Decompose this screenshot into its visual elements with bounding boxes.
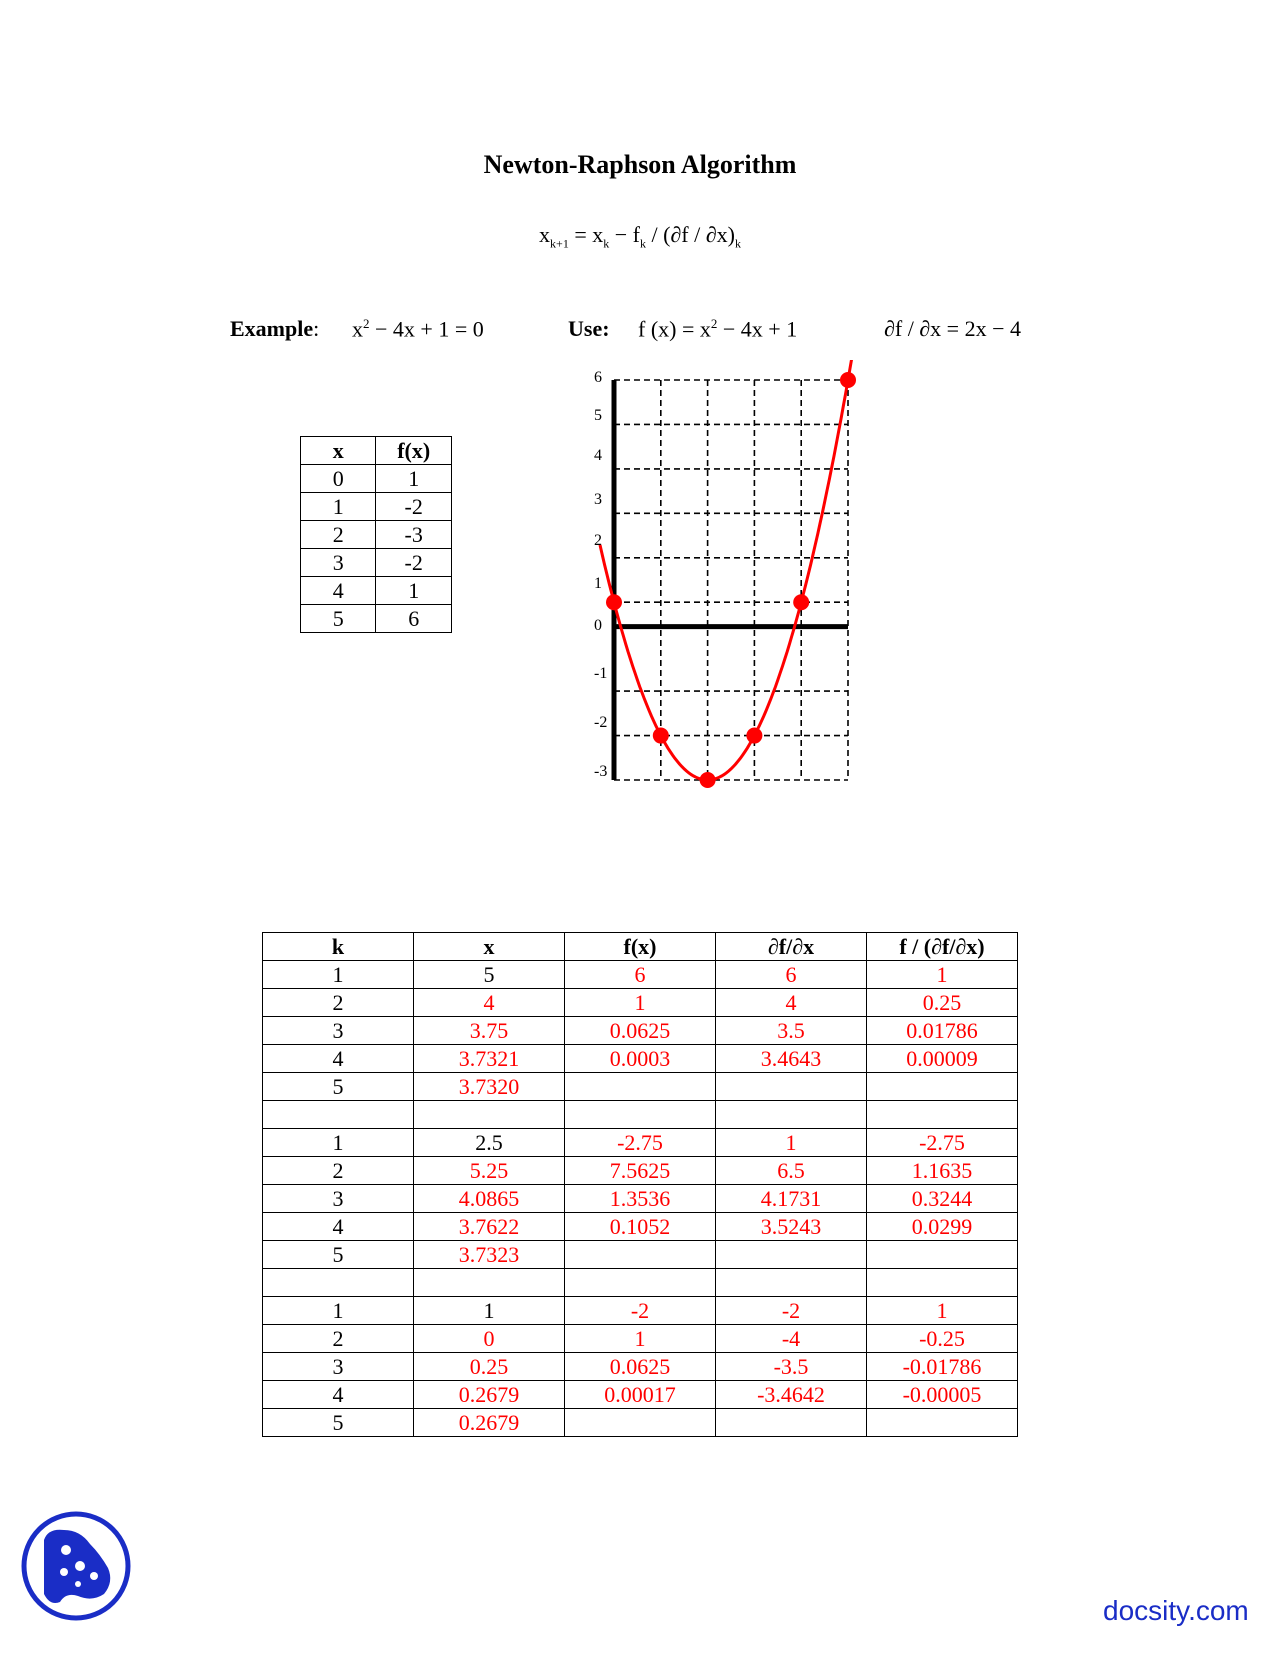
formula-eq: = x bbox=[568, 222, 604, 247]
cell-k: 2 bbox=[263, 1325, 414, 1353]
cell-ratio: 0.25 bbox=[867, 989, 1018, 1017]
cell-ratio: -0.01786 bbox=[867, 1353, 1018, 1381]
cell-fx: 0.0003 bbox=[565, 1045, 716, 1073]
cell-derivative: 6 bbox=[716, 961, 867, 989]
data-points bbox=[606, 372, 856, 788]
y-tick-label: 2 bbox=[594, 532, 602, 549]
cell-derivative: 4.1731 bbox=[716, 1185, 867, 1213]
y-tick-label: 3 bbox=[594, 491, 602, 508]
y-tick-label: -1 bbox=[594, 665, 608, 682]
cell-k: 4 bbox=[263, 1381, 414, 1409]
example-eq-right: − 4x + 1 = 0 bbox=[369, 316, 484, 342]
cell-derivative: 6.5 bbox=[716, 1157, 867, 1185]
formula-sub-k2: k bbox=[639, 236, 646, 251]
table-row bbox=[263, 961, 1018, 989]
cell-fx: 0.0625 bbox=[565, 1353, 716, 1381]
cell-k: 2 bbox=[263, 1157, 414, 1185]
table-row bbox=[263, 1325, 1018, 1353]
table-row bbox=[263, 1381, 1018, 1409]
formula-sub-kplus1: k+1 bbox=[550, 236, 569, 251]
cell-x: 4 bbox=[414, 989, 565, 1017]
cell-fx: -2 bbox=[376, 493, 452, 521]
use-label-text: Use: bbox=[568, 316, 610, 341]
cell-fx: -2 bbox=[565, 1297, 716, 1325]
spacer-row bbox=[263, 1269, 1018, 1297]
cell-k: 1 bbox=[263, 1129, 414, 1157]
cell-ratio: 0.0299 bbox=[867, 1213, 1018, 1241]
cell-k: 3 bbox=[263, 1353, 414, 1381]
cell-x: 5 bbox=[301, 605, 376, 633]
example-colon: : bbox=[313, 316, 320, 341]
cell-derivative bbox=[716, 1409, 867, 1437]
table-row bbox=[301, 577, 452, 605]
header-x: x bbox=[414, 933, 565, 961]
cell-derivative: -4 bbox=[716, 1325, 867, 1353]
empty-cell bbox=[263, 1269, 414, 1297]
cell-ratio bbox=[867, 1241, 1018, 1269]
cell-k: 3 bbox=[263, 1017, 414, 1045]
cell-x: 1 bbox=[414, 1297, 565, 1325]
header-fx: f(x) bbox=[376, 437, 452, 465]
cell-derivative: 3.5 bbox=[716, 1017, 867, 1045]
cell-x: 5.25 bbox=[414, 1157, 565, 1185]
empty-cell bbox=[414, 1269, 565, 1297]
cell-derivative bbox=[716, 1073, 867, 1101]
cell-derivative: 1 bbox=[716, 1129, 867, 1157]
cell-ratio: 1.1635 bbox=[867, 1157, 1018, 1185]
cell-fx bbox=[565, 1073, 716, 1101]
cell-k: 5 bbox=[263, 1073, 414, 1101]
spacer-row bbox=[263, 1101, 1018, 1129]
formula-minus: − f bbox=[609, 222, 640, 247]
cell-fx: 1 bbox=[376, 465, 452, 493]
parabola-curve bbox=[600, 360, 855, 780]
cell-x: 3.75 bbox=[414, 1017, 565, 1045]
y-axis-tick-labels bbox=[594, 369, 607, 780]
iteration-table bbox=[262, 932, 1018, 1437]
table-row bbox=[263, 1073, 1018, 1101]
y-tick-label: 6 bbox=[594, 369, 602, 386]
example-line bbox=[0, 316, 1280, 350]
formula-x: x bbox=[539, 222, 551, 247]
data-point bbox=[840, 372, 856, 388]
values-table-header bbox=[301, 437, 452, 465]
cell-x: 3.7320 bbox=[414, 1073, 565, 1101]
empty-cell bbox=[565, 1269, 716, 1297]
example-eq-left: x bbox=[352, 316, 363, 342]
cell-ratio: 0.01786 bbox=[867, 1017, 1018, 1045]
cell-fx: 0.0625 bbox=[565, 1017, 716, 1045]
cell-derivative: -3.4642 bbox=[716, 1381, 867, 1409]
table-row bbox=[301, 493, 452, 521]
header-fx: f(x) bbox=[565, 933, 716, 961]
table-row bbox=[263, 1241, 1018, 1269]
cell-x: 3.7622 bbox=[414, 1213, 565, 1241]
derivative-definition: ∂f / ∂x = 2x − 4 bbox=[884, 316, 1021, 341]
table-row bbox=[263, 1409, 1018, 1437]
empty-cell bbox=[263, 1101, 414, 1129]
iteration-table-header bbox=[263, 933, 1018, 961]
cell-ratio: 0.00009 bbox=[867, 1045, 1018, 1073]
y-tick-label: -3 bbox=[594, 763, 608, 780]
cell-derivative: -3.5 bbox=[716, 1353, 867, 1381]
data-point bbox=[606, 594, 622, 610]
cell-k: 1 bbox=[263, 1297, 414, 1325]
cell-ratio: -2.75 bbox=[867, 1129, 1018, 1157]
table-row bbox=[263, 1185, 1018, 1213]
function-definition bbox=[638, 316, 797, 342]
cell-x: 4.0865 bbox=[414, 1185, 565, 1213]
header-derivative: ∂f/∂x bbox=[716, 933, 867, 961]
chart-axes bbox=[614, 380, 848, 780]
cell-k: 5 bbox=[263, 1409, 414, 1437]
cell-x: 2.5 bbox=[414, 1129, 565, 1157]
cell-fx: 6 bbox=[565, 961, 716, 989]
empty-cell bbox=[867, 1269, 1018, 1297]
use-label bbox=[568, 316, 610, 342]
cell-x: 3.7323 bbox=[414, 1241, 565, 1269]
cell-ratio: 1 bbox=[867, 961, 1018, 989]
cell-k: 1 bbox=[263, 961, 414, 989]
cell-ratio: 0.3244 bbox=[867, 1185, 1018, 1213]
y-tick-label: 5 bbox=[594, 407, 602, 424]
formula-sub-k1: k bbox=[603, 236, 610, 251]
values-table bbox=[300, 436, 452, 633]
table-row bbox=[263, 1353, 1018, 1381]
cell-fx bbox=[565, 1241, 716, 1269]
table-row bbox=[263, 1129, 1018, 1157]
cell-k: 4 bbox=[263, 1213, 414, 1241]
newton-raphson-formula bbox=[0, 222, 1280, 251]
cell-x: 3.7321 bbox=[414, 1045, 565, 1073]
docsity-brand-link[interactable]: docsity.com bbox=[1103, 1595, 1249, 1626]
cell-derivative: 3.4643 bbox=[716, 1045, 867, 1073]
cell-fx: -2 bbox=[376, 549, 452, 577]
table-row bbox=[301, 549, 452, 577]
function-right: − 4x + 1 bbox=[717, 316, 798, 342]
table-row bbox=[263, 1297, 1018, 1325]
table-row bbox=[301, 605, 452, 633]
cell-derivative: -2 bbox=[716, 1297, 867, 1325]
cell-fx: 7.5625 bbox=[565, 1157, 716, 1185]
cell-ratio: 1 bbox=[867, 1297, 1018, 1325]
cell-k: 2 bbox=[263, 989, 414, 1017]
function-sup: 2 bbox=[710, 316, 718, 331]
cell-x: 0.25 bbox=[414, 1353, 565, 1381]
cell-derivative: 4 bbox=[716, 989, 867, 1017]
cell-ratio: -0.00005 bbox=[867, 1381, 1018, 1409]
table-row bbox=[263, 1157, 1018, 1185]
cell-k: 4 bbox=[263, 1045, 414, 1073]
table-row bbox=[301, 465, 452, 493]
cell-fx: 1 bbox=[565, 1325, 716, 1353]
cell-ratio: -0.25 bbox=[867, 1325, 1018, 1353]
cell-fx: 0.00017 bbox=[565, 1381, 716, 1409]
data-point bbox=[746, 728, 762, 744]
table-row bbox=[263, 989, 1018, 1017]
y-tick-label: 1 bbox=[594, 575, 602, 592]
chart-grid bbox=[614, 380, 848, 780]
cell-fx: -2.75 bbox=[565, 1129, 716, 1157]
y-tick-label: 0 bbox=[594, 617, 602, 634]
example-eq-sup: 2 bbox=[363, 316, 370, 331]
table-row bbox=[263, 1045, 1018, 1073]
cell-fx: 0.1052 bbox=[565, 1213, 716, 1241]
cell-x: 3 bbox=[301, 549, 376, 577]
cell-fx: 1.3536 bbox=[565, 1185, 716, 1213]
data-point bbox=[793, 594, 809, 610]
example-label-text: Example bbox=[230, 316, 314, 341]
empty-cell bbox=[867, 1101, 1018, 1129]
cell-x: 1 bbox=[301, 493, 376, 521]
cell-x: 0.2679 bbox=[414, 1381, 565, 1409]
cell-derivative bbox=[716, 1241, 867, 1269]
table-row bbox=[301, 521, 452, 549]
example-equation bbox=[352, 316, 484, 342]
cell-fx bbox=[565, 1409, 716, 1437]
y-tick-label: -2 bbox=[594, 714, 608, 731]
cell-k: 3 bbox=[263, 1185, 414, 1213]
cell-x: 0 bbox=[414, 1325, 565, 1353]
cell-x: 4 bbox=[301, 577, 376, 605]
table-row bbox=[263, 1213, 1018, 1241]
cell-fx: 1 bbox=[565, 989, 716, 1017]
cell-fx: 1 bbox=[376, 577, 452, 605]
cell-x: 5 bbox=[414, 961, 565, 989]
parabola-chart bbox=[590, 360, 920, 845]
empty-cell bbox=[716, 1101, 867, 1129]
empty-cell bbox=[716, 1269, 867, 1297]
cell-k: 5 bbox=[263, 1241, 414, 1269]
header-ratio: f / (∂f/∂x) bbox=[867, 933, 1018, 961]
empty-cell bbox=[414, 1101, 565, 1129]
header-k: k bbox=[263, 933, 414, 961]
y-tick-label: 4 bbox=[594, 447, 602, 464]
docsity-logo-icon bbox=[20, 1510, 132, 1622]
cell-derivative: 3.5243 bbox=[716, 1213, 867, 1241]
cell-x: 0.2679 bbox=[414, 1409, 565, 1437]
cell-x: 0 bbox=[301, 465, 376, 493]
cell-ratio bbox=[867, 1073, 1018, 1101]
formula-sub-k3: k bbox=[734, 236, 741, 251]
cell-x: 2 bbox=[301, 521, 376, 549]
function-left: f (x) = x bbox=[638, 316, 711, 342]
example-label bbox=[230, 316, 319, 342]
page-title: Newton-Raphson Algorithm bbox=[483, 150, 797, 179]
empty-cell bbox=[565, 1101, 716, 1129]
header-x: x bbox=[301, 437, 376, 465]
formula-rest: / (∂f / ∂x) bbox=[645, 222, 735, 247]
data-point bbox=[700, 772, 716, 788]
data-point bbox=[653, 728, 669, 744]
cell-fx: -3 bbox=[376, 521, 452, 549]
cell-ratio bbox=[867, 1409, 1018, 1437]
table-row bbox=[263, 1017, 1018, 1045]
cell-fx: 6 bbox=[376, 605, 452, 633]
